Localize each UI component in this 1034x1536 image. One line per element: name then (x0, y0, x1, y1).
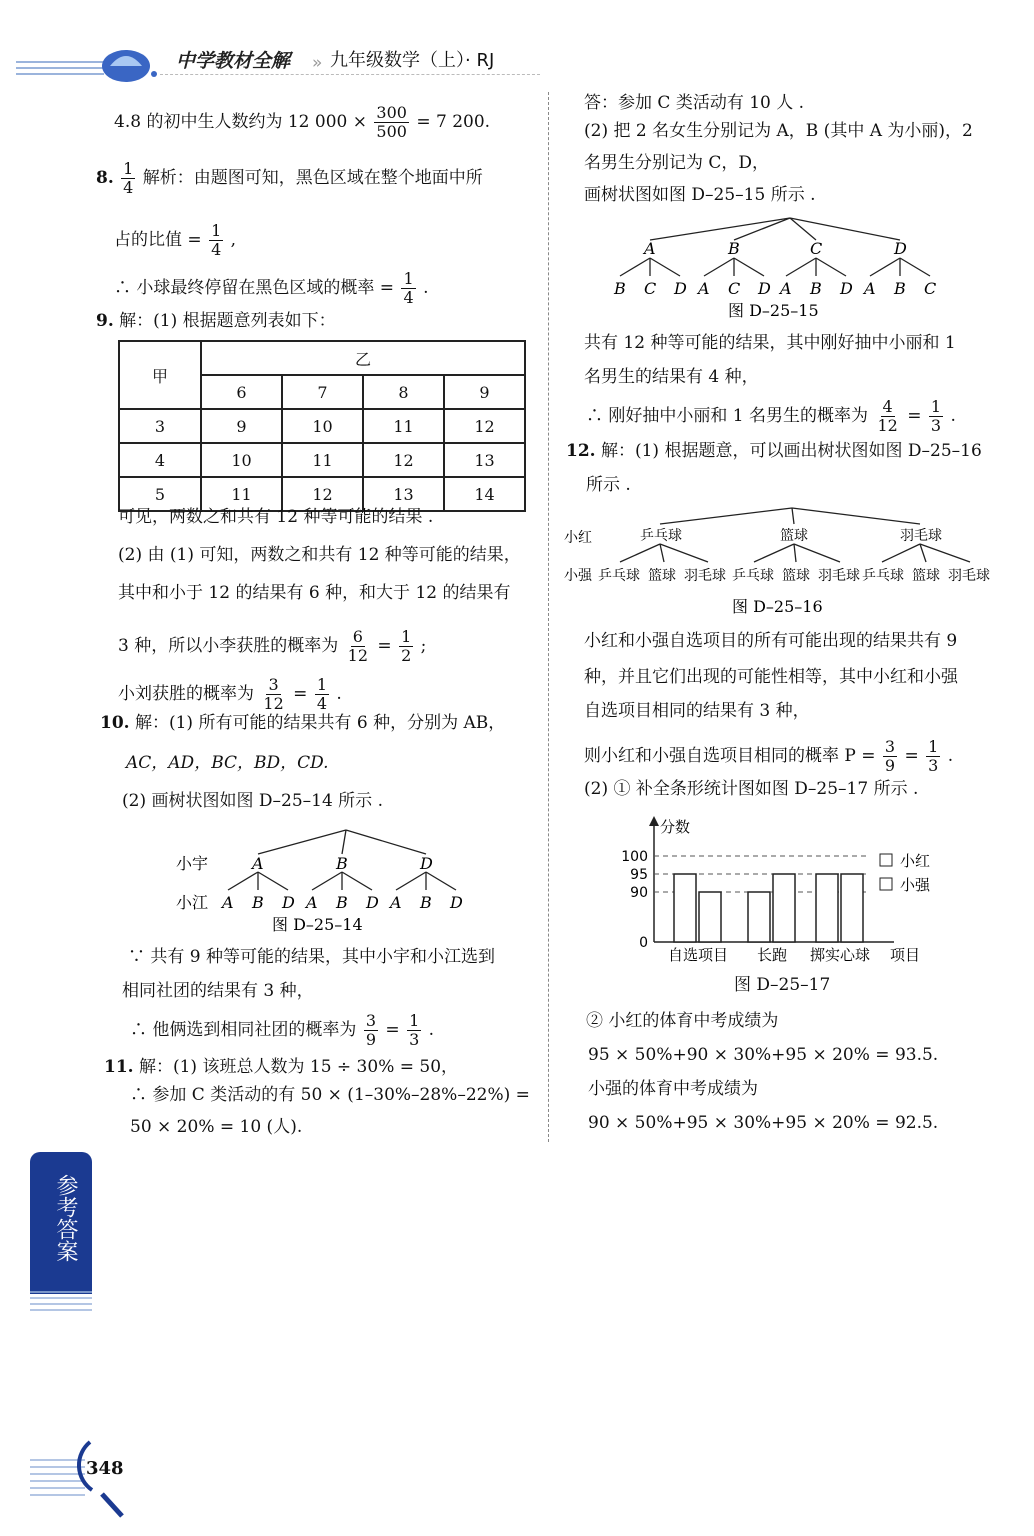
tree-row-label: 小强 (564, 568, 592, 584)
tree-leaf: C (644, 279, 657, 298)
table-cell: 9 (201, 409, 282, 443)
tree-node: 羽毛球 (900, 528, 942, 544)
bar-小强 (841, 874, 863, 942)
r9: 种，并且它们出现的可能性相等，其中小红和小强 (584, 667, 958, 687)
table-cell: 11 (201, 477, 282, 511)
legend-label: 小强 (900, 876, 931, 894)
q11-c: 50 × 20% = 10 (人). (130, 1117, 303, 1137)
bar-小红 (748, 892, 770, 942)
q9-a: 可见，两数之和共有 12 种等可能的结果 . (118, 507, 434, 527)
tab-label: 参考答案 (53, 1174, 78, 1262)
tree-d-25-16 (560, 504, 1000, 620)
legend-swatch (880, 878, 892, 890)
tree-leaf: A (306, 893, 318, 912)
tree-leaf: B (614, 279, 626, 298)
table-cell: 12 (282, 477, 363, 511)
tree-leaf: D (674, 279, 687, 298)
r12: (2) ① 补全条形统计图如图 D–25–17 所示 . (584, 779, 919, 799)
q10-c: (2) 画树状图如图 D–25–14 所示 . (122, 791, 383, 811)
column-divider (548, 92, 549, 1142)
table-col: 6 (201, 375, 282, 409)
q10-line: 10. 解：(1) 所有可能的结果共有 6 种，分别为 AB， (100, 713, 506, 733)
tree-leaf: A (864, 279, 876, 298)
table-col: 7 (282, 375, 363, 409)
q11-line: 11. 解：(1) 该班总人数为 15 ÷ 30% = 50， (104, 1057, 459, 1077)
r3: 名男生分别记为 C，D， (584, 153, 770, 173)
fraction: $\frac{1}{4}$ (211, 221, 222, 259)
fraction: $\frac{1}{4}$ (123, 159, 134, 197)
table-row (119, 409, 525, 443)
fraction: $\frac{4}{12}$ (877, 397, 898, 435)
tree-leaf: 乒乓球 (862, 568, 904, 584)
r8: 小红和小强自选项目的所有可能出现的结果共有 9 (584, 631, 958, 651)
figure-caption: 图 D–25–17 (734, 975, 831, 995)
header-separator-icon: » (312, 53, 323, 73)
tree-leaf: 羽毛球 (948, 568, 990, 584)
fraction: $\frac{1}{2}$ (401, 627, 412, 665)
header-subtitle: 九年级数学（上）· RJ (330, 50, 495, 71)
tree-leaf: B (420, 893, 432, 912)
tree-d-25-14 (170, 826, 470, 934)
tree-row-label: 小红 (564, 530, 592, 546)
tree-leaf: D (758, 279, 771, 298)
tree-row-label: 小江 (176, 893, 209, 912)
q8-line: 8. $\frac{1}{4}$ 解析：由题图可知，黑色区域在整个地面中所 (96, 159, 483, 197)
table-col: 9 (444, 375, 525, 409)
q9-c: 其中和小于 12 的结果有 6 种，和大于 12 的结果有 (118, 583, 511, 603)
y-tick-label: 0 (639, 935, 648, 951)
tree-leaf: 羽毛球 (684, 568, 726, 584)
tree-leaf: B (336, 893, 348, 912)
q8-line3: ∴ 小球最终停留在黑色区域的概率 = $\frac{1}{4}$ . (114, 269, 429, 307)
tree-node: A (644, 239, 656, 258)
tree-leaf: A (780, 279, 792, 298)
fraction: $\frac{3}{9}$ (365, 1011, 376, 1049)
fraction: $\frac{3}{12}$ (263, 675, 284, 713)
tree-leaf: 篮球 (782, 568, 810, 584)
tree-leaf: C (728, 279, 741, 298)
y-axis-label: 分数 (660, 818, 691, 836)
tree-leaf: C (924, 279, 937, 298)
fraction: $\frac{6}{12}$ (347, 627, 368, 665)
legend-swatch (880, 854, 892, 866)
bar-小红 (816, 874, 838, 942)
figure-caption: 图 D–25–14 (272, 915, 363, 934)
q9-b: (2) 由 (1) 可知，两数之和共有 12 种等可能的结果， (118, 545, 521, 565)
fraction: $\frac{1}{4}$ (403, 269, 414, 307)
tree-leaf: D (840, 279, 853, 298)
tree-leaf: B (810, 279, 822, 298)
tree-row-label: 小宇 (176, 854, 209, 873)
r2: (2) 把 2 名女生分别记为 A，B (其中 A 为小丽)，2 (584, 121, 973, 141)
tree-leaf: B (894, 279, 906, 298)
tree-node: D (894, 239, 907, 258)
table-row-header: 5 (119, 477, 201, 511)
q9-d: 3 种，所以小李获胜的概率为 $\frac{6}{12}$ = $\frac{1}{2}$ ; (118, 627, 427, 665)
tree-leaf: 乒乓球 (598, 568, 640, 584)
table-cell: 10 (282, 409, 363, 443)
page-number: 348 (86, 1458, 124, 1479)
bar-小强 (699, 892, 721, 942)
table-cell: 11 (363, 409, 444, 443)
table-header-jia: 甲 (119, 341, 201, 409)
table-cell: 12 (363, 443, 444, 477)
q8-line2: 占的比值 = $\frac{1}{4}$ , (114, 221, 237, 259)
r14: 95 × 50%+90 × 30%+95 × 20% = 93.5. (588, 1045, 939, 1065)
legend-label: 小红 (900, 852, 931, 870)
tree-node: 乒乓球 (640, 528, 682, 544)
table-cell: 14 (444, 477, 525, 511)
q10-e: 相同社团的结果有 3 种， (122, 981, 314, 1001)
table-cell: 12 (444, 409, 525, 443)
table-cell: 10 (201, 443, 282, 477)
fraction: $\frac{3}{9}$ (884, 737, 896, 775)
line-4-8: 4.8 的初中生人数约为 12 000 × $\frac{300}{500}$ = 7 200. (114, 103, 491, 141)
table-cell: 13 (444, 443, 525, 477)
tree-leaf: D (366, 893, 379, 912)
table-row-header: 4 (119, 443, 201, 477)
reference-answers-tab (30, 1152, 92, 1294)
x-tick-label: 掷实心球 (809, 946, 871, 964)
q9-line: 9. 解：(1) 根据题意列表如下： (96, 311, 336, 331)
q10-b: AC，AD，BC，BD，CD. (126, 753, 329, 773)
y-axis-arrow-icon (649, 816, 659, 826)
r13: ② 小红的体育中考成绩为 (586, 1011, 779, 1031)
tree-node: D (420, 854, 433, 873)
table-col: 8 (363, 375, 444, 409)
tree-leaf: D (450, 893, 463, 912)
r16: 90 × 50%+95 × 30%+95 × 20% = 92.5. (588, 1113, 939, 1133)
tree-leaf: A (390, 893, 402, 912)
table-header-yi: 乙 (201, 341, 525, 375)
y-tick-label: 100 (621, 849, 648, 865)
r15: 小强的体育中考成绩为 (588, 1079, 758, 1099)
tree-node: 篮球 (780, 528, 808, 544)
tree-leaf: B (252, 893, 264, 912)
tree-leaf: 羽毛球 (818, 568, 860, 584)
fraction: $\frac{1}{3}$ (409, 1011, 420, 1049)
y-tick-label: 95 (630, 867, 648, 883)
tree-node: A (252, 854, 264, 873)
q12-line: 12. 解：(1) 根据题意，可以画出树状图如图 D–25–16 (566, 441, 982, 461)
table-cell: 11 (282, 443, 363, 477)
r6: 名男生的结果有 4 种， (584, 367, 759, 387)
sum-table (118, 340, 526, 512)
r5: 共有 12 种等可能的结果，其中刚好抽中小丽和 1 (584, 333, 956, 353)
tree-node: B (336, 854, 348, 873)
r7: ∴ 刚好抽中小丽和 1 名男生的概率为 $\frac{4}{12}$ = $\frac{1}{3}$ . (586, 397, 956, 435)
tree-leaf: A (222, 893, 234, 912)
q9-e: 小刘获胜的概率为 $\frac{3}{12}$ = $\frac{1}{4}$ . (118, 675, 342, 713)
header-rule (160, 74, 540, 75)
table-cell: 13 (363, 477, 444, 511)
tree-node: B (728, 239, 740, 258)
fraction: $\frac{1}{4}$ (316, 675, 328, 713)
tree-leaf: 篮球 (912, 568, 940, 584)
fraction: $\frac{1}{3}$ (930, 397, 942, 435)
tree-leaf: 篮球 (648, 568, 676, 584)
r1: 答：参加 C 类活动有 10 人 . (584, 93, 805, 113)
tab-stripes-icon (30, 1288, 92, 1312)
r10: 自选项目相同的结果有 3 种， (584, 701, 810, 721)
q10-d: ∵ 共有 9 种等可能的结果，其中小宇和小江选到 (128, 947, 496, 967)
tree-leaf: D (282, 893, 295, 912)
figure-caption: 图 D–25–15 (728, 301, 819, 320)
fraction: $\frac{1}{3}$ (928, 737, 939, 775)
tree-leaf: A (698, 279, 710, 298)
x-tick-label: 自选项目 (667, 946, 729, 964)
q12-b: 所示 . (586, 475, 631, 495)
table-row-header: 3 (119, 409, 201, 443)
header-decoration-icon (14, 40, 174, 86)
q11-b: ∴ 参加 C 类活动的有 50 × (1–30%–28%–22%) = (130, 1085, 530, 1105)
x-axis-label: 项目 (890, 946, 921, 964)
tree-d-25-15 (600, 214, 950, 324)
x-tick-label: 长跑 (756, 946, 788, 964)
tree-node: C (810, 239, 823, 258)
fraction: $\frac{300}{500}$ (376, 103, 407, 141)
r11: 则小红和小强自选项目相同的概率 P = $\frac{3}{9}$ = $\frac{1}{3}$ . (584, 737, 954, 775)
header-title: 中学教材全解 (176, 50, 291, 72)
r4: 画树状图如图 D–25–15 所示 . (584, 185, 816, 205)
tree-leaf: 乒乓球 (732, 568, 774, 584)
page-corner-decoration-icon (30, 1440, 150, 1520)
bar-小红 (674, 874, 696, 942)
table-row (119, 443, 525, 477)
figure-caption: 图 D–25–16 (732, 597, 823, 616)
bar-小强 (773, 874, 795, 942)
q10-f: ∴ 他俩选到相同社团的概率为 $\frac{3}{9}$ = $\frac{1}{3}$ . (130, 1011, 435, 1049)
y-tick-label: 90 (630, 885, 648, 901)
